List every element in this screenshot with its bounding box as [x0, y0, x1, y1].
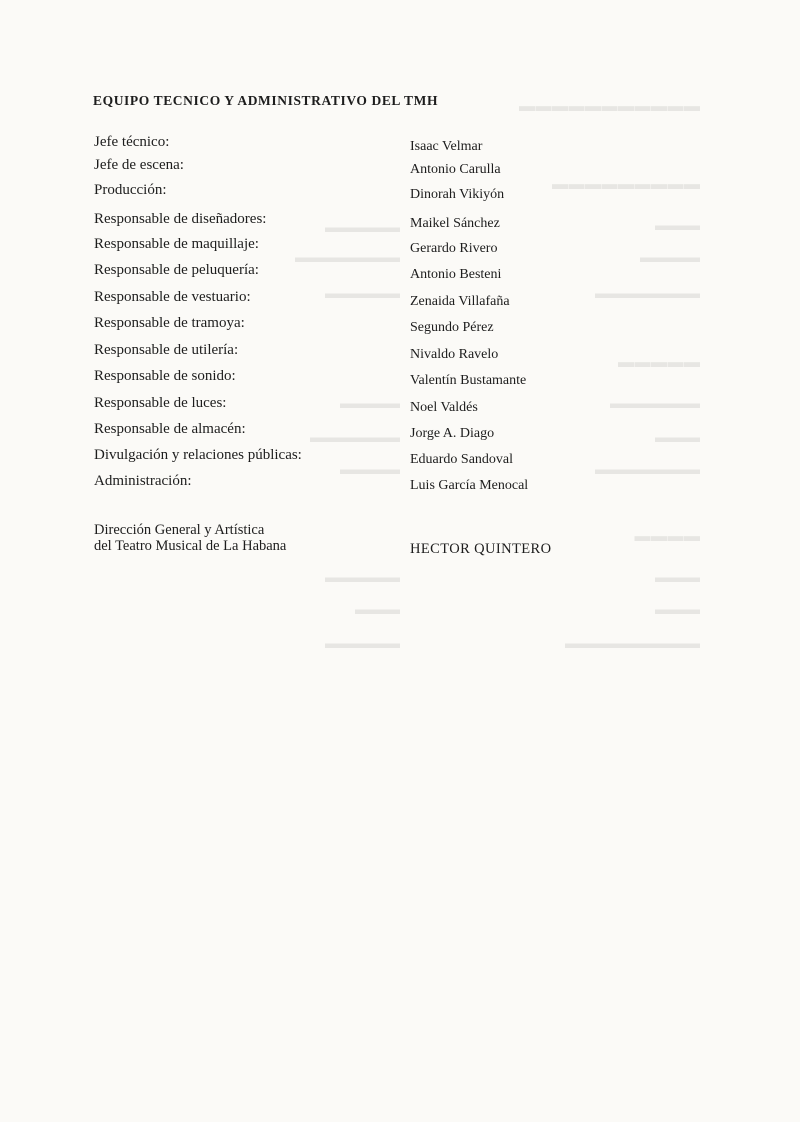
direction-credit — [94, 522, 286, 554]
director-name: HECTOR QUINTERO — [410, 541, 552, 557]
staff-row — [0, 368, 800, 392]
staff-row — [0, 182, 800, 206]
staff-role: Responsable de maquillaje: — [94, 236, 259, 252]
section-heading: EQUIPO TECNICO Y ADMINISTRATIVO DEL TMH — [93, 93, 439, 108]
staff-name: Noel Valdés — [410, 400, 478, 415]
direction-title-line-2: del Teatro Musical de La Habana — [94, 538, 287, 554]
staff-name: Eduardo Sandoval — [410, 452, 514, 467]
staff-role: Responsable de utilería: — [94, 342, 239, 358]
staff-name: Dinorah Vikiyón — [410, 187, 505, 202]
staff-row — [0, 262, 800, 286]
staff-role: Responsable de peluquería: — [94, 262, 259, 278]
staff-name: Antonio Besteni — [410, 267, 502, 282]
staff-name: Jorge A. Diago — [410, 426, 495, 441]
staff-row — [0, 473, 800, 497]
staff-row — [0, 447, 800, 471]
staff-name: Zenaida Villafaña — [410, 294, 510, 309]
staff-row — [0, 211, 800, 235]
staff-row — [0, 395, 800, 419]
staff-row — [0, 236, 800, 260]
staff-role: Responsable de vestuario: — [94, 289, 251, 305]
staff-role: Producción: — [94, 182, 167, 198]
reverse-side-bleed-through: ▬▬▬▬▬▬▬▬▬▬▬ ▬▬▬▬▬▬▬▬▬ ▬▬▬ ▬▬▬▬ ▬▬▬▬▬▬▬ ▬▬▬▬▬ ▬▬▬▬▬▬ ▬▬▬ ▬▬▬▬▬▬▬ ▬▬▬▬ ▬▬▬ ▬▬▬ ▬▬▬▬▬▬▬▬▬ ▬▬▬▬▬ ▬▬▬▬▬▬▬ ▬▬▬▬▬ ▬▬▬▬ ▬▬▬▬▬▬ ▬▬▬▬ ▬▬▬▬▬ ▬▬▬ ▬▬▬▬▬ — [295, 98, 700, 652]
staff-role: Administración: — [94, 473, 192, 489]
staff-role: Responsable de almacén: — [94, 421, 246, 437]
staff-row — [0, 421, 800, 445]
direction-title-line-1: Dirección General y Artística — [94, 522, 265, 538]
staff-name: Isaac Velmar — [410, 139, 483, 154]
staff-name: Valentín Bustamante — [410, 373, 527, 388]
staff-role: Responsable de luces: — [94, 395, 227, 411]
staff-row — [0, 157, 800, 181]
staff-role: Jefe técnico: — [94, 134, 170, 150]
staff-role: Responsable de diseñadores: — [94, 211, 267, 227]
staff-name: Maikel Sánchez — [410, 216, 500, 231]
staff-name: Segundo Pérez — [410, 320, 494, 335]
staff-name: Luis García Menocal — [410, 478, 529, 493]
staff-name: Nivaldo Ravelo — [410, 347, 499, 362]
staff-row — [0, 134, 800, 158]
staff-name: Antonio Carulla — [410, 162, 501, 177]
staff-role: Divulgación y relaciones públicas: — [94, 447, 302, 463]
staff-role: Responsable de tramoya: — [94, 315, 245, 331]
staff-row — [0, 342, 800, 366]
staff-role: Responsable de sonido: — [94, 368, 236, 384]
staff-row — [0, 289, 800, 313]
staff-name: Gerardo Rivero — [410, 241, 498, 256]
staff-role: Jefe de escena: — [94, 157, 184, 173]
staff-row — [0, 315, 800, 339]
